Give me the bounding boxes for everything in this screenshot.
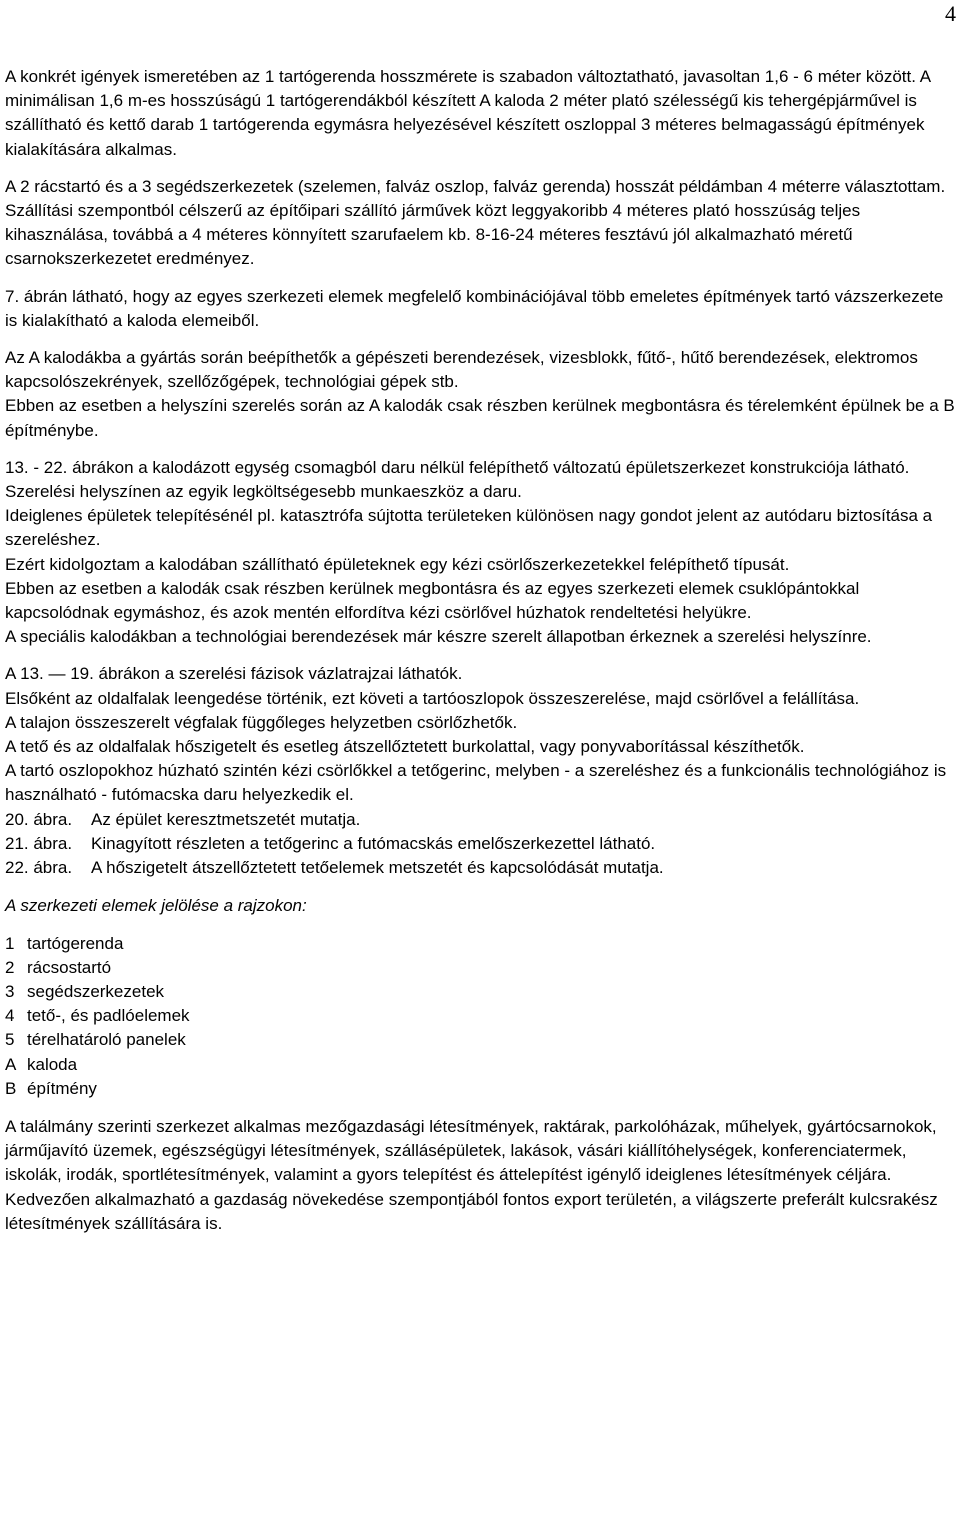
paragraph: A tartó oszlopokhoz húzható szintén kézi csörlőkkel a tetőgerinc, melyben - a szereléshez és a funkcionális technológiához is használható - futómacska daru helyezkedik el. [5, 761, 947, 805]
paragraph: Kedvezően alkalmazható a gazdaság növekedése szempontjából fontos export területén, a világszerte preferált kulcsrakész létesítmények szállítására is. [5, 1189, 938, 1233]
figure-caption [5, 832, 955, 856]
legend-label: térelhatároló panelek [27, 1030, 186, 1050]
figure-number: 21. ábra. [5, 833, 73, 853]
paragraph: Ideiglenes épületek telepítésénél pl. katasztrófa sújtotta területeken különösen nagy gondot jelent az autódaru biztosítása a szereléshez. [5, 506, 933, 550]
legend-list [5, 932, 955, 1101]
legend-item [5, 932, 955, 956]
legend-key: 4 [5, 1006, 15, 1026]
paragraph-gap [5, 649, 955, 662]
legend-label: rácsostartó [27, 957, 112, 977]
page-number: 4 [945, 1, 956, 26]
legend-key: 5 [5, 1030, 15, 1050]
legend-label: segédszerkezetek [27, 981, 165, 1001]
figure-caption [5, 808, 955, 832]
legend-item [5, 1053, 955, 1077]
paragraph: Ebben az esetben a kalodák csak részben kerülnek megbontásra és az egyes szerkezeti elemek csuklópántokkal kapcsolódnak egymáshoz, és azok mentén elfordítva kézi csörlővel húzhatok rendeltetési helyükre. [5, 578, 860, 623]
paragraph-gap [5, 272, 955, 285]
figure-description: Az épület keresztmetszetét mutatja. [91, 809, 361, 829]
paragraph-gap [5, 333, 955, 346]
legend-title: A szerkezeti elemek jelölése a rajzokon: [5, 896, 307, 916]
paragraph: A konkrét igények ismeretében az 1 tartógerenda hosszmérete is szabadon változtatható, javasoltan 1,6 - 6 méter között. A minimálisan 1,6 m-es hosszúságú 1 tartógerendákból készített A kaloda 2 méter plató szélességű kis tehergépjárművel is szállítható és kettő darab 1 tartógerenda egymásra helyezésével készített oszloppal 3 méteres belmagasságú építmények kialakítására alkalmas. [5, 67, 931, 159]
paragraph: A találmány szerinti szerkezet alkalmas mezőgazdasági létesítmények, raktárak, parkolóházak, műhelyek, gyártócsarnokok, járműjavító üzemek, egészségügyi létesítmények, szállásépületek, lakások, vásári kiállítóhelységek, konferenciatermek, iskolák, irodák, sportlétesítmények, valamint a gyors telepítést és áttelepítést igénylő ideiglenes létesítmények céljára. [5, 1116, 937, 1185]
paragraph: Az A kalodákba a gyártás során beépíthetők a gépészeti berendezések, vizesblokk, fűtő-, hűtő berendezések, elektromos kapcsolószekrények, szellőzőgépek, technológiai gépek stb. [5, 348, 918, 392]
paragraph-gap [5, 919, 955, 932]
legend-label: tető-, és padlóelemek [27, 1006, 190, 1026]
legend-label: tartógerenda [27, 933, 124, 953]
legend-item [5, 980, 955, 1004]
paragraph-gap [5, 443, 955, 456]
paragraph: A tető és az oldalfalak hőszigetelt és esetleg átszellőztetett burkolattal, vagy ponyvaborítással készíthetők. [5, 737, 805, 757]
paragraph: A talajon összeszerelt végfalak függőleges helyzetben csörlőzhetők. [5, 712, 518, 732]
legend-label: építmény [27, 1078, 97, 1098]
figure-caption [5, 856, 955, 880]
legend-key: 2 [5, 957, 15, 977]
paragraph: A 13. — 19. ábrákon a szerelési fázisok vázlatrajzai láthatók. [5, 664, 463, 684]
legend-key: 1 [5, 933, 15, 953]
paragraph-gap [5, 162, 955, 175]
legend-label: kaloda [27, 1054, 78, 1074]
paragraph: 7. ábrán látható, hogy az egyes szerkezeti elemek megfelelő kombinációjával több emeletes építmények tartó vázszerkezete is kialakítható a kaloda elemeiből. [5, 286, 944, 330]
legend-item [5, 1004, 955, 1028]
paragraph: Ebben az esetben a helyszíni szerelés során az A kalodák csak részben kerülnek megbontásra és térelemként épülnek be a B építménybe. [5, 396, 955, 440]
paragraph: 13. - 22. ábrákon a kalodázott egység csomagból daru nélkül felépíthető változatú épületszerkezet konstrukciója látható. [5, 457, 910, 477]
legend-item [5, 1028, 955, 1052]
paragraph: A 2 rácstartó és a 3 segédszerkezetek (szelemen, falváz oszlop, falváz gerenda) hosszát példámban 4 méterre választottam. [5, 176, 946, 196]
document-body [5, 65, 955, 1236]
paragraph: A speciális kalodákban a technológiai berendezések már készre szerelt állapotban érkeznek a szerelési helyszínre. [5, 627, 872, 647]
paragraph: Ezért kidolgoztam a kalodában szállítható épületeknek egy kézi csörlőszerkezetekkel felépíthető típusát. [5, 554, 790, 574]
paragraph: Elsőként az oldalfalak leengedése történik, ezt követi a tartóoszlopok összeszerelése, majd csörlővel a felállítása. [5, 688, 860, 708]
legend-key: B [5, 1078, 17, 1098]
figure-description: A hőszigetelt átszellőztetett tetőelemek metszetét és kapcsolódását mutatja. [91, 858, 664, 878]
figure-description: Kinagyított részleten a tetőgerinc a futómacskás emelőszerkezettel látható. [91, 833, 656, 853]
figure-number: 22. ábra. [5, 858, 73, 878]
legend-item [5, 956, 955, 980]
paragraph: Szállítási szempontból célszerű az építőipari szállító járművek közt leggyakoribb 4 méteres plató hosszúság teljes kihasználása, továbbá a 4 méteres könnyített szarufaelem kb. 8-16-24 méteres fesztávú jól alkalmazható méretű csarnokszerkezetet eredményez. [5, 201, 861, 269]
paragraph: Szerelési helyszínen az egyik legköltségesebb munkaeszköz a daru. [5, 482, 522, 502]
legend-item [5, 1077, 955, 1101]
legend-key: 3 [5, 981, 15, 1001]
figure-number: 20. ábra. [5, 809, 73, 829]
paragraph-gap [5, 1101, 955, 1115]
paragraph-gap [5, 880, 955, 894]
legend-key: A [5, 1054, 17, 1074]
